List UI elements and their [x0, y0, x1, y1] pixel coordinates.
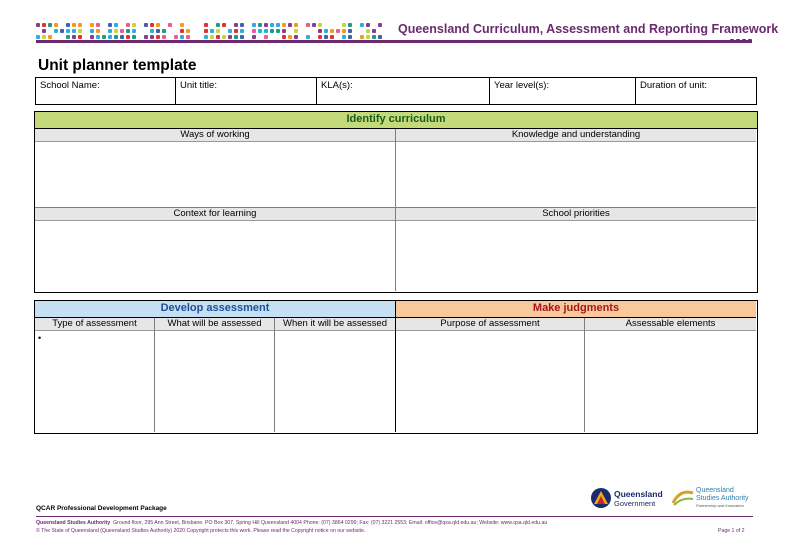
purpose-of-assessment-header: Purpose of assessment: [396, 318, 584, 331]
header-dot: [204, 23, 208, 27]
header-dot: [108, 35, 112, 39]
header-dot: [114, 29, 118, 33]
header-dot: [288, 35, 292, 39]
header-dot: [234, 29, 238, 33]
context-for-learning-cell[interactable]: [35, 221, 395, 291]
header-dot: [240, 35, 244, 39]
header-dot: [216, 35, 220, 39]
header-dot: [96, 23, 100, 27]
header-dot: [90, 35, 94, 39]
header-dot: [234, 35, 238, 39]
assessable-elements-header: Assessable elements: [585, 318, 756, 331]
header-dot: [156, 23, 160, 27]
header-dot: [132, 29, 136, 33]
header-dot: [342, 23, 346, 27]
header-dot: [222, 23, 226, 27]
header-dot: [60, 29, 64, 33]
when-assessed-cell[interactable]: [275, 331, 395, 432]
header-dot: [48, 23, 52, 27]
header-dot: [330, 29, 334, 33]
header-dot: [114, 35, 118, 39]
purpose-of-assessment-cell[interactable]: [396, 331, 584, 432]
school-priorities-cell[interactable]: [396, 221, 756, 291]
header-dot: [174, 35, 178, 39]
duration-field[interactable]: Duration of unit:: [636, 78, 757, 105]
header-dot: [342, 29, 346, 33]
header-dot: [156, 35, 160, 39]
header-dot: [348, 29, 352, 33]
assessment-section: [34, 300, 758, 434]
header-dot: [168, 23, 172, 27]
header-dot: [144, 35, 148, 39]
header-dot: [72, 29, 76, 33]
header-dot: [216, 29, 220, 33]
qsa-swoosh-icon: [672, 487, 694, 507]
header-dot: [324, 35, 328, 39]
header-dot: [228, 35, 232, 39]
header-dot: [72, 23, 76, 27]
header-dot: [330, 35, 334, 39]
header-dot: [54, 23, 58, 27]
qsa-logo-tagline: Partnership and Innovation: [696, 503, 744, 508]
header-dot: [66, 29, 70, 33]
header-dot: [282, 23, 286, 27]
header-dot: [360, 23, 364, 27]
header-dot: [348, 35, 352, 39]
footer-rule: [36, 516, 753, 517]
header-dot: [294, 23, 298, 27]
header-dot: [264, 35, 268, 39]
footer-address: [36, 520, 547, 526]
header-dot: [348, 23, 352, 27]
qld-crest-icon: [590, 487, 612, 509]
header-dot: [258, 23, 262, 27]
header-dot: [294, 29, 298, 33]
header-dot: [288, 23, 292, 27]
header-dot: [222, 35, 226, 39]
header-dot: [132, 35, 136, 39]
ways-of-working-cell[interactable]: [35, 142, 395, 207]
header-dot: [42, 29, 46, 33]
unit-info-table: [35, 77, 757, 105]
header-dot: [282, 29, 286, 33]
header-dot: [150, 29, 154, 33]
header-title: Queensland Curriculum, Assessment and Reporting Framework: [398, 22, 779, 36]
divider: [584, 318, 585, 432]
make-judgments-heading: Make judgments: [396, 301, 756, 318]
qsa-logo-line1: Queensland: [696, 487, 734, 494]
header-dot: [318, 35, 322, 39]
header-dot: [336, 29, 340, 33]
header-dot: [228, 29, 232, 33]
assessable-elements-cell[interactable]: [585, 331, 756, 432]
divider: [395, 129, 396, 291]
header-dot: [66, 35, 70, 39]
header-dot: [252, 23, 256, 27]
header-dot: [108, 23, 112, 27]
header-dot: [120, 29, 124, 33]
header-dot: [150, 35, 154, 39]
header-dot: [144, 23, 148, 27]
footer-copyright: © The State of Queensland (Queensland Studies Authority) 2020 Copyright protects this work. Please read the Copyright notice on our website.: [36, 528, 366, 534]
header-dot: [276, 29, 280, 33]
header-dot: [102, 35, 106, 39]
header-dot: [108, 29, 112, 33]
header-dot: [72, 35, 76, 39]
divider: [154, 318, 155, 432]
header-dot: [36, 35, 40, 39]
header-dot: [96, 35, 100, 39]
when-assessed-header: When it will be assessed: [275, 318, 395, 331]
footer-org: Queensland Studies Authority: [36, 520, 111, 526]
header-rule: [36, 40, 752, 43]
footer-package-name: QCAR Professional Development Package: [36, 505, 167, 512]
header-dot: [372, 35, 376, 39]
header-dot: [312, 23, 316, 27]
header-dot: [324, 29, 328, 33]
footer-address-text: Ground floor, 295 Ann Street, Brisbane. PO Box 307, Spring Hill Queensland 4004 Phone: (07) 3864 0299; Fax: (07) 3221 2553; Email: office@qsa.qld.edu.au; Website: www.qsa.qld.edu.au: [113, 520, 548, 526]
header-dot: [36, 23, 40, 27]
type-of-assessment-header: Type of assessment: [35, 318, 154, 331]
identify-curriculum-section: [34, 111, 758, 293]
header-dot: [366, 35, 370, 39]
header-dot: [282, 35, 286, 39]
knowledge-understanding-cell[interactable]: [396, 142, 756, 207]
bullet: •: [38, 333, 42, 343]
page-title: Unit planner template: [38, 57, 197, 74]
header-dot: [132, 23, 136, 27]
header-dot: [126, 23, 130, 27]
header-dot: [54, 29, 58, 33]
header-dot: [306, 23, 310, 27]
year-levels-field[interactable]: Year level(s):: [490, 78, 636, 105]
header-dot: [258, 29, 262, 33]
header-dot: [366, 23, 370, 27]
header-dot: [240, 23, 244, 27]
header-dot: [48, 35, 52, 39]
header-dot: [216, 23, 220, 27]
header-dot: [90, 29, 94, 33]
header-dot: [264, 29, 268, 33]
header-dot: [240, 29, 244, 33]
header-dot: [252, 29, 256, 33]
header-dot: [294, 35, 298, 39]
header-dot: [378, 23, 382, 27]
header-dot: [366, 29, 370, 33]
what-assessed-header: What will be assessed: [155, 318, 274, 331]
school-name-field[interactable]: School Name:: [36, 78, 176, 105]
header-dot: [234, 23, 238, 27]
header-dot: [162, 29, 166, 33]
header-dot: [114, 23, 118, 27]
header-dot: [210, 29, 214, 33]
header-dot: [342, 35, 346, 39]
type-of-assessment-cell[interactable]: [35, 331, 154, 432]
header-dot: [156, 29, 160, 33]
header-dot: [204, 35, 208, 39]
unit-title-field[interactable]: Unit title:: [176, 78, 317, 105]
header-dot: [186, 35, 190, 39]
header-dot: [360, 35, 364, 39]
page-number: Page 1 of 2: [718, 528, 745, 534]
school-priorities-header: School priorities: [396, 208, 756, 221]
header-dot: [180, 35, 184, 39]
header-dot: [204, 29, 208, 33]
header-dot: [78, 23, 82, 27]
divider: [274, 318, 275, 432]
qsa-logo-line2: Studies Authority: [696, 495, 749, 502]
header-rule-dots: [730, 38, 752, 44]
header-dot: [96, 29, 100, 33]
identify-curriculum-heading: Identify curriculum: [35, 112, 757, 129]
context-for-learning-header: Context for learning: [35, 208, 395, 221]
kla-field[interactable]: KLA(s):: [317, 78, 490, 105]
header-dot: [306, 35, 310, 39]
header-dot: [120, 35, 124, 39]
header-dot: [270, 29, 274, 33]
ways-of-working-header: Ways of working: [35, 129, 395, 142]
header-dot: [378, 35, 382, 39]
header-dot: [210, 35, 214, 39]
header-dot: [42, 35, 46, 39]
header-dot: [318, 29, 322, 33]
knowledge-understanding-header: Knowledge and understanding: [396, 129, 756, 142]
header-dot: [270, 23, 274, 27]
qg-logo-line1: Queensland: [614, 489, 663, 499]
header-dot: [252, 35, 256, 39]
qg-logo-line2: Government: [614, 499, 656, 508]
header-dot: [318, 23, 322, 27]
header-dot: [90, 23, 94, 27]
header-dot: [186, 29, 190, 33]
header-dot: [150, 23, 154, 27]
header-dot: [180, 29, 184, 33]
queensland-government-logo: [590, 486, 663, 510]
header-dot: [162, 35, 166, 39]
header-dot: [78, 29, 82, 33]
header-dot: [66, 23, 70, 27]
header-dot-pattern: [36, 23, 388, 41]
header-dot: [180, 23, 184, 27]
header-dot: [264, 23, 268, 27]
develop-assessment-heading: Develop assessment: [35, 301, 395, 318]
what-assessed-cell[interactable]: [155, 331, 274, 432]
header-dot: [276, 23, 280, 27]
qsa-logo: [672, 484, 756, 510]
header-dot: [78, 35, 82, 39]
header-dot: [372, 29, 376, 33]
header-dot: [42, 23, 46, 27]
header-dot: [126, 29, 130, 33]
header-dot: [126, 35, 130, 39]
